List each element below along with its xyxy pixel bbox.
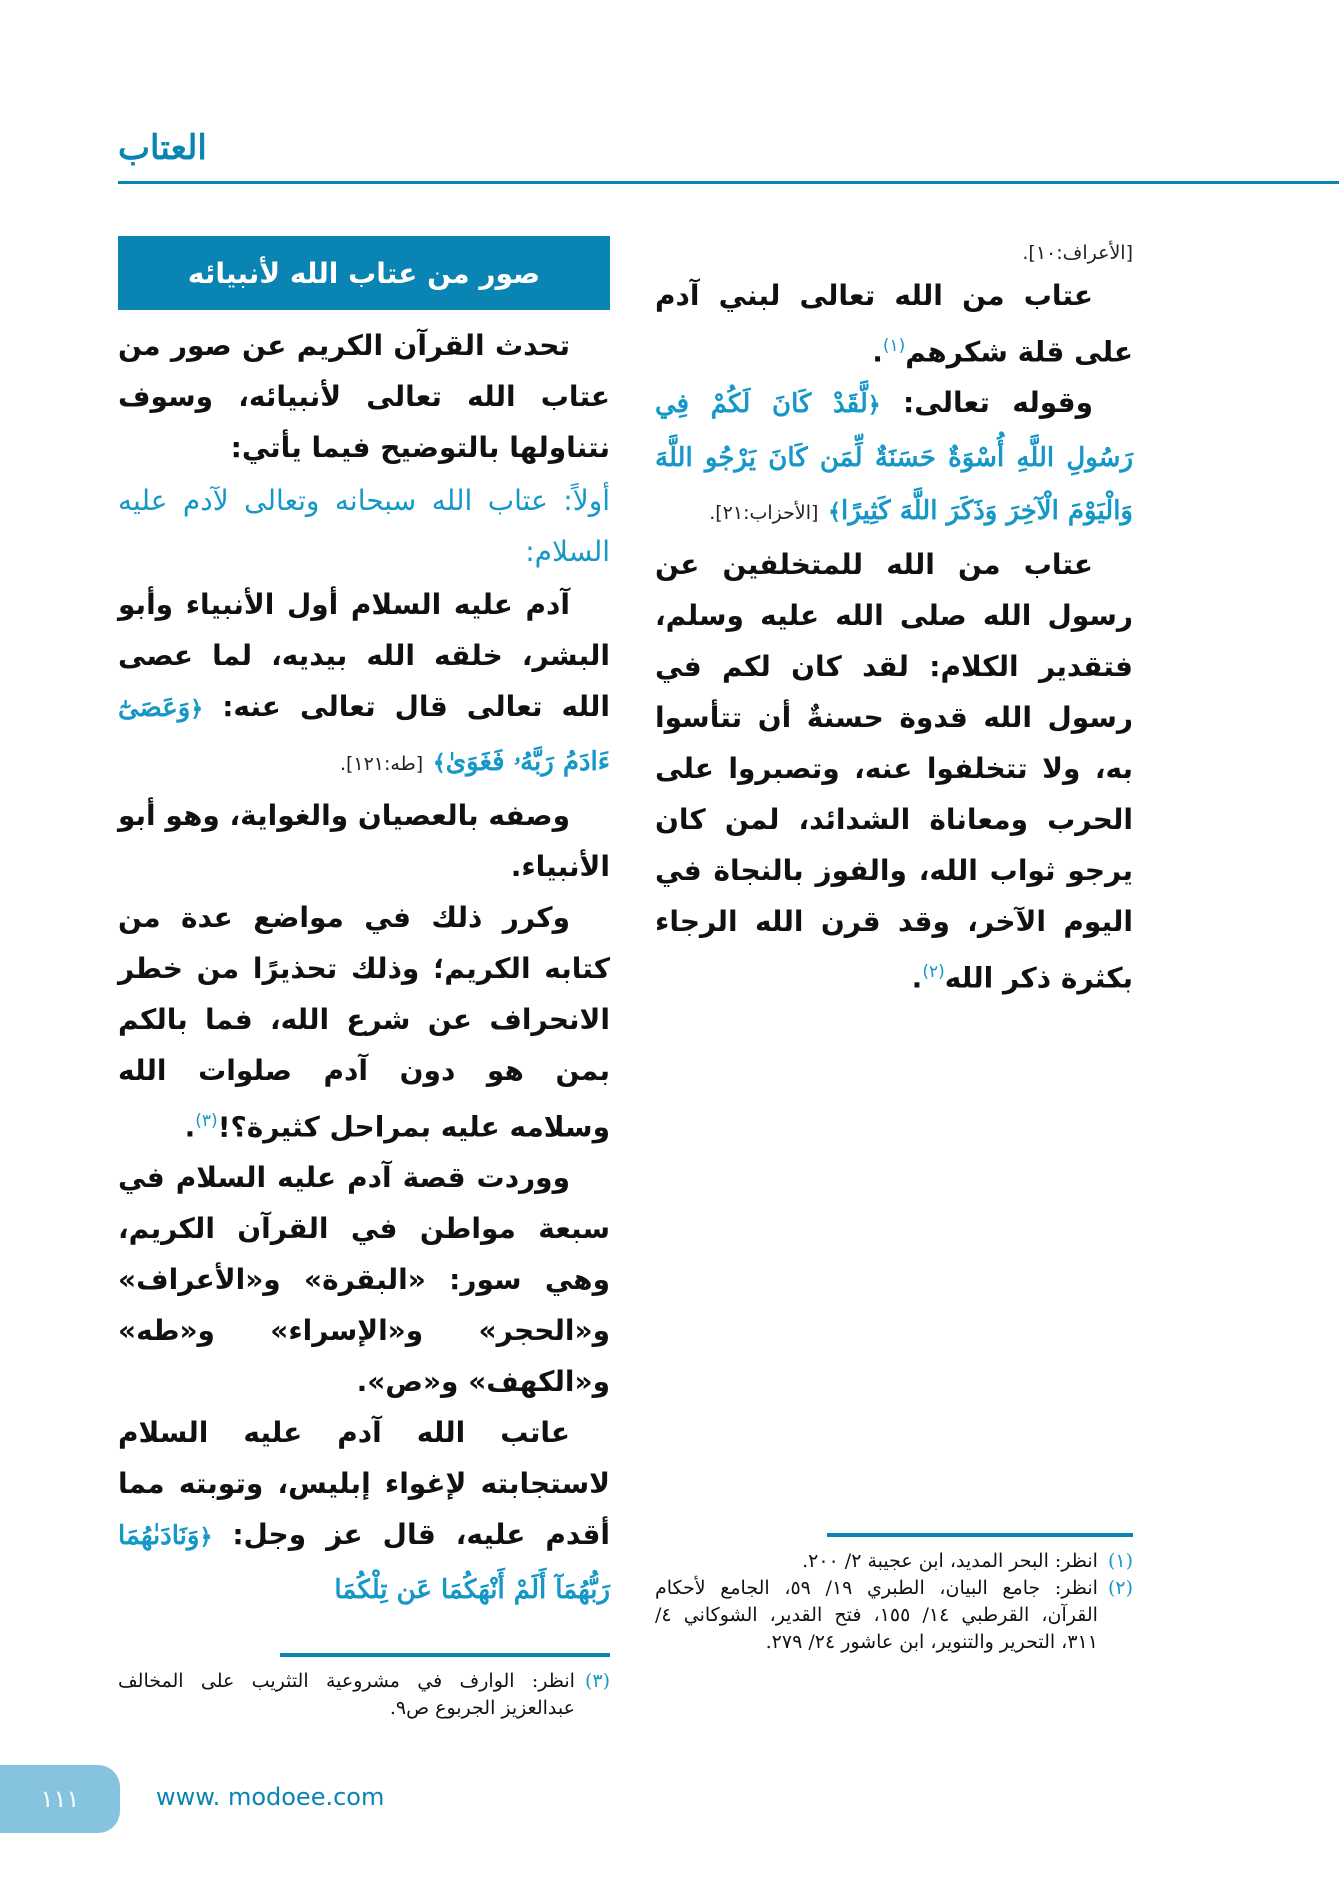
header-rule — [118, 181, 1339, 184]
ref-taha-121: [طه:١٢١]. — [339, 753, 424, 775]
quran-verse-taha-121: وَعَصَىٰٓ ءَادَمُ رَبَّهُۥ فَغَوَىٰ — [118, 693, 610, 777]
footnote-marker-2[interactable]: (٢) — [922, 962, 945, 983]
footnote-number: (٣) — [584, 1670, 610, 1692]
paragraph-adam-3 — [118, 892, 610, 1152]
paragraph-adam-2: وصفه بالعصيان والغواية، وهو أبو الأنبياء. — [117, 799, 610, 883]
verse-intro: وقوله تعالى: — [903, 386, 1094, 420]
running-header-title: العتاب — [118, 128, 207, 168]
footnote-marker-1[interactable]: (١) — [882, 336, 906, 356]
paragraph-text: عاتب الله آدم عليه السلام لاستجابته لإغواء إبليس، وتوبته مما أقدم عليه، قال عز وجل: — [118, 1416, 611, 1552]
footnote-number: (١) — [1107, 1550, 1133, 1572]
quran-verse-araf-22: وَنَادَىٰهُمَا رَبُّهُمَآ أَلَمْ أَنْهَكُمَا عَن تِلْكُمَا — [118, 1521, 610, 1606]
verse-open-ornament-icon: ﴿ — [199, 1525, 213, 1551]
paragraph-adam-4: ووردت قصة آدم عليه السلام في سبعة مواطن في القرآن الكريم، وهي سور: «البقرة» و«الأعراف» و«الحجر» و«الإسراء» و«طه» و«الكهف» و«ص». — [118, 1161, 610, 1399]
footnote-rule-left — [280, 1653, 610, 1657]
paragraph-verse-ahzab — [655, 377, 1133, 539]
paragraph-text: آدم عليه السلام أول الأنبياء وأبو البشر، خلقه الله بيديه، لما عصى الله تعالى قال تعالى عنه: — [118, 588, 610, 723]
verse-open-ornament-icon: ﴿ — [190, 697, 204, 722]
verse-close-ornament-icon: ﴾ — [432, 751, 446, 776]
page-number-tab: ١١١ — [0, 1765, 120, 1833]
paragraph-intro: تحدث القرآن الكريم عن صور من عتاب الله تعالى لأنبيائه، وسوف نتناولها بالتوضيح فيما يأتي: — [118, 329, 610, 464]
section-banner: صور من عتاب الله لأنبيائه — [118, 236, 610, 310]
right-column — [655, 236, 1133, 1004]
period: . — [872, 335, 883, 369]
period: . — [184, 1110, 196, 1144]
footnote-rule-right — [827, 1533, 1133, 1537]
period: . — [911, 961, 923, 995]
footnote-text: انظر: البحر المديد، ابن عجيبة ٢/ ٢٠٠. — [802, 1550, 1098, 1572]
paragraph-text: عتاب من الله للمتخلفين عن رسول الله صلى الله عليه وسلم، فتقدير الكلام: لقد كان لكم في رسول الله قدوة حسنةٌ أن تتأسوا به، ولا تتخلفوا عنه، وتصبروا على الحرب ومعاناة الشدائد، لمن كان يرجو ثواب الله، والفوز بالنجاة في اليوم الآخر، وقد قرن الله الرجاء بكثرة ذكر الله — [655, 548, 1133, 995]
footnote-number: (٢) — [1107, 1577, 1133, 1599]
paragraph-thankfulness — [655, 270, 1133, 377]
paragraph-text: وكرر ذلك في مواضع عدة من كتابه الكريم؛ وذلك تحذيرًا من خطر الانحراف عن شرع الله، فما بالكم بمن هو دون آدم صلوات الله وسلامه عليه بمراحل كثيرة؟! — [118, 901, 610, 1144]
footnote-marker-3[interactable]: (٣) — [195, 1111, 218, 1131]
website-link[interactable]: www. modoee.com — [156, 1783, 385, 1811]
verse-open-ornament-icon: ﴿ — [867, 393, 881, 419]
footnote-3 — [118, 1668, 610, 1722]
quran-verse-ahzab-21: لَّقَدْ كَانَ لَكُمْ فِي رَسُولِ اللَّهِ أُسْوَةٌ حَسَنَةٌ لِّمَن كَانَ يَرْجُو اللَّهَ وَالْيَوْمَ الْآخِرَ وَذَكَرَ اللَّهَ كَثِيرًا — [655, 389, 1133, 527]
footnote-2 — [655, 1575, 1133, 1656]
ref-araf-10: [الأعراف:١٠]. — [1022, 242, 1133, 264]
footnotes-left — [118, 1668, 610, 1722]
paragraph-adam-5 — [118, 1407, 610, 1616]
paragraph-text: عتاب من الله تعالى لبني آدم على قلة شكرهم — [655, 279, 1133, 369]
verse-close-ornament-icon: ﴾ — [828, 500, 842, 526]
left-column — [118, 236, 610, 1616]
subheading-adam: أولاً: عتاب الله سبحانه وتعالى لآدم عليه السلام: — [118, 484, 610, 568]
footnotes-right — [655, 1548, 1133, 1656]
footnote-1 — [655, 1548, 1133, 1575]
footnote-text: انظر: الوارف في مشروعية التثريب على المخالف عبدالعزيز الجربوع ص٩. — [118, 1670, 575, 1719]
ref-ahzab-21: [الأحزاب:٢١]. — [709, 502, 819, 525]
footnote-text: انظر: جامع البيان، الطبري ١٩/ ٥٩، الجامع لأحكام القرآن، القرطبي ١٤/ ١٥٥، فتح القدير، الشوكاني ٤/ ٣١١، التحرير والتنوير، ابن عاشور ٢٤/ ٢٧٩. — [655, 1577, 1098, 1653]
paragraph-those-left-behind — [655, 539, 1133, 1003]
paragraph-adam-1 — [118, 579, 610, 790]
